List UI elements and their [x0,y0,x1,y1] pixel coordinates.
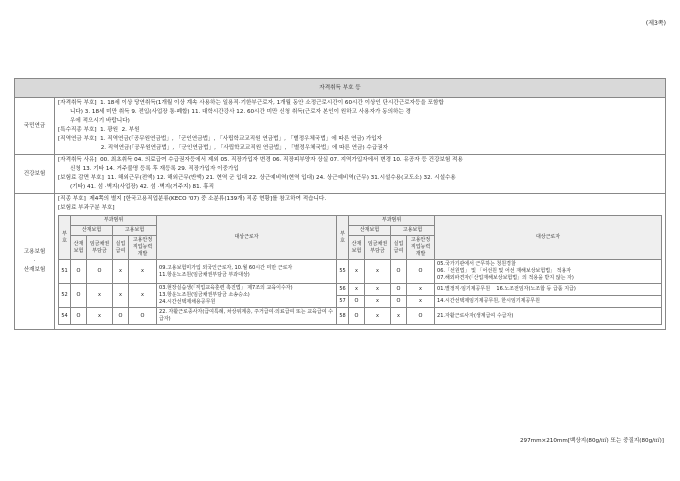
row-value: O [87,260,113,284]
hi-line: [보험료 감면 부호] 11. 해외근무(전액) 12. 해외근무(반액) 21. 현역 군 입대 22. 상근예비역(현역 입대) 24. 상근예비역(근무) 31.시설수용(교도소) 32. 시설수용 [58,175,456,181]
row-value: x [391,308,407,325]
row-value: O [407,260,435,284]
goyong-header: 고용보험 [391,226,435,236]
employment-label-2: · [33,258,36,264]
row-desc: 01.별정직·임기제공무원 16.노조전임자(노조합 등 급품 지급) [435,284,662,296]
row-desc: 09.고용보험미가입 외국인근로자, 10.월 60시간 미만 근로자 11.항운노조원(임금채권부담금 부과대상) [157,260,337,284]
row-code: 57 [337,296,349,308]
target-header: 대상근로자 [435,216,662,260]
employment-label-1: 고용보험 [23,249,46,255]
health-insurance-label: 건강보험 [15,155,55,194]
row-code: 55 [337,260,349,284]
row-value: O [129,308,157,325]
unemp-header: 실업급여 [391,236,407,260]
row-value: O [349,296,365,308]
row-value: x [113,284,129,308]
row-value: O [71,284,87,308]
row-code: 54 [59,308,71,325]
emp-intro-1: [직종 부호] 제4쪽의 별지 [한국고용직업분류(KECO '07) 중 소분류(139개) 직종 현황]를 참고하여 적습니다. [58,196,327,202]
row-code: 51 [59,260,71,284]
stab-header: 고용안정직업능력개발 [407,236,435,260]
hi-line: [자격취득 사유] 00. 최초취득 04. 의료급여 수급권자등에서 제외 05. 직장가입자 변경 06. 직장피부양자 상실 07. 지역가입자에서 변경 10. 유공자 등 건강보험 적용 [58,157,463,163]
sanjae-ins-header: 산재보험 [349,236,365,260]
np-line: 니다) 3. 18세 미만 취득 9. 전입(사업장 통·폐합) 11. 대학시간강사 12. 60시간 미만 신청 취득(근로자 본인이 원하고 사용자가 동의하는 경 [70,109,411,115]
row-desc: 14.시간선택제임기제공무원, 한시임기제공무원 [435,296,662,308]
row-value: O [71,308,87,325]
row-desc: 03.현장실습생(「직업교육훈련 촉진법」 제7조의 교육이수자) 13.항운노조원(임금채권부담금 소송승소) 24.시간선택제채용공무원 [157,284,337,308]
code-header: 부호 [337,216,349,260]
row-value: x [87,308,113,325]
form-sheet [14,78,666,330]
page-number: (제3쪽) [645,20,666,27]
np-line: [직역연금 부호] 1. 직역연금(「공무원연금법」, 「군인연금법」, 「사립학교교직원 연금법」, 「별정우체국법」에 따른 연금) 가입자 [58,136,383,142]
employment-label [15,194,55,330]
np-line: [자격취득 부호] 1. 18세 이상 당연취득(1개월 이상 계속 사용하는 일용직·기한부근로자, 1개월 동안 소정근로시간이 60시간 이상인 단시간근로자등을 포함합 [58,100,444,106]
row-value: x [113,260,129,284]
emp-intro-2: [보험료 부과구분 부호] [58,205,115,211]
row-value: O [113,308,129,325]
np-line: [특수직종 부호] 1. 광원 2. 부원 [58,127,140,133]
row-value: x [365,284,391,296]
unemp-header: 실업급여 [113,236,129,260]
row-value: x [129,260,157,284]
hi-line: (기타) 41. 섬 ·벽지(사업장) 42. 섬 ·벽지(거주지) 81. 휴직 [70,184,215,190]
levy-code-table [58,215,662,325]
row-desc: 21.자활근로사자(생계급여 수급자) [435,308,662,325]
target-header: 대상근로자 [157,216,337,260]
row-value: O [391,296,407,308]
row-value: O [349,308,365,325]
employment-label-3: 산재보험 [23,267,46,273]
row-value: x [129,284,157,308]
np-line: 2. 직역연금(「공무원연금법」, 「군인연금법」, 「사립학교교직원 연금법」, 「별정우체국법」에 따른 연금) 수급권자 [58,145,389,151]
stab-header: 고용안정직업능력개발 [129,236,157,260]
national-pension-label: 국민연금 [15,98,55,155]
code-header: 부호 [59,216,71,260]
section-header: 자격취득 부호 등 [15,79,666,98]
national-pension-body [55,98,666,155]
hi-line: 신청 13. 기타 14. 거주불명 등록 후 재등록 29. 직장가입자 이중가입 [70,166,239,172]
health-insurance-body [55,155,666,194]
row-value: O [391,260,407,284]
employment-body [55,194,666,330]
row-code: 52 [59,284,71,308]
wage-header: 임금채권부담금 [87,236,113,260]
np-line: 우에 적으시기 바랍니다) [70,118,130,124]
sanjae-header: 산재보험 [71,226,113,236]
goyong-header: 고용보험 [113,226,157,236]
row-code: 58 [337,308,349,325]
row-value: x [407,284,435,296]
row-code: 56 [337,284,349,296]
row-value: O [407,308,435,325]
sanjae-ins-header: 산재보험 [71,236,87,260]
main-table [14,78,666,330]
sanjae-header: 산재보험 [349,226,391,236]
row-value: O [391,284,407,296]
row-value: x [365,296,391,308]
row-value: x [365,260,391,284]
row-value: x [349,284,365,296]
row-value: x [349,260,365,284]
scope-header: 부과범위 [71,216,157,226]
row-value: x [365,308,391,325]
row-value: O [71,260,87,284]
row-value: x [407,296,435,308]
row-value: x [87,284,113,308]
row-desc: 05.국가기관에서 근무하는 청원경찰 06.「선원법」 및 「어선원 및 어선 재해보상보험법」 적용자 07.해외파견자(「산업재해보상보험법」의 적용을 받지 않는 자) [435,260,662,284]
paper-spec: 297mm×210mm[백상지(80g/㎡) 또는 중질지(80g/㎡)] [519,438,664,444]
row-desc: 22. 자활근로종사자(급여특례, 차상위계층, 주거급여·의료급여 또는 교육급여 수급자) [157,308,337,325]
scope-header: 부과범위 [349,216,435,226]
wage-header: 임금채권부담금 [365,236,391,260]
